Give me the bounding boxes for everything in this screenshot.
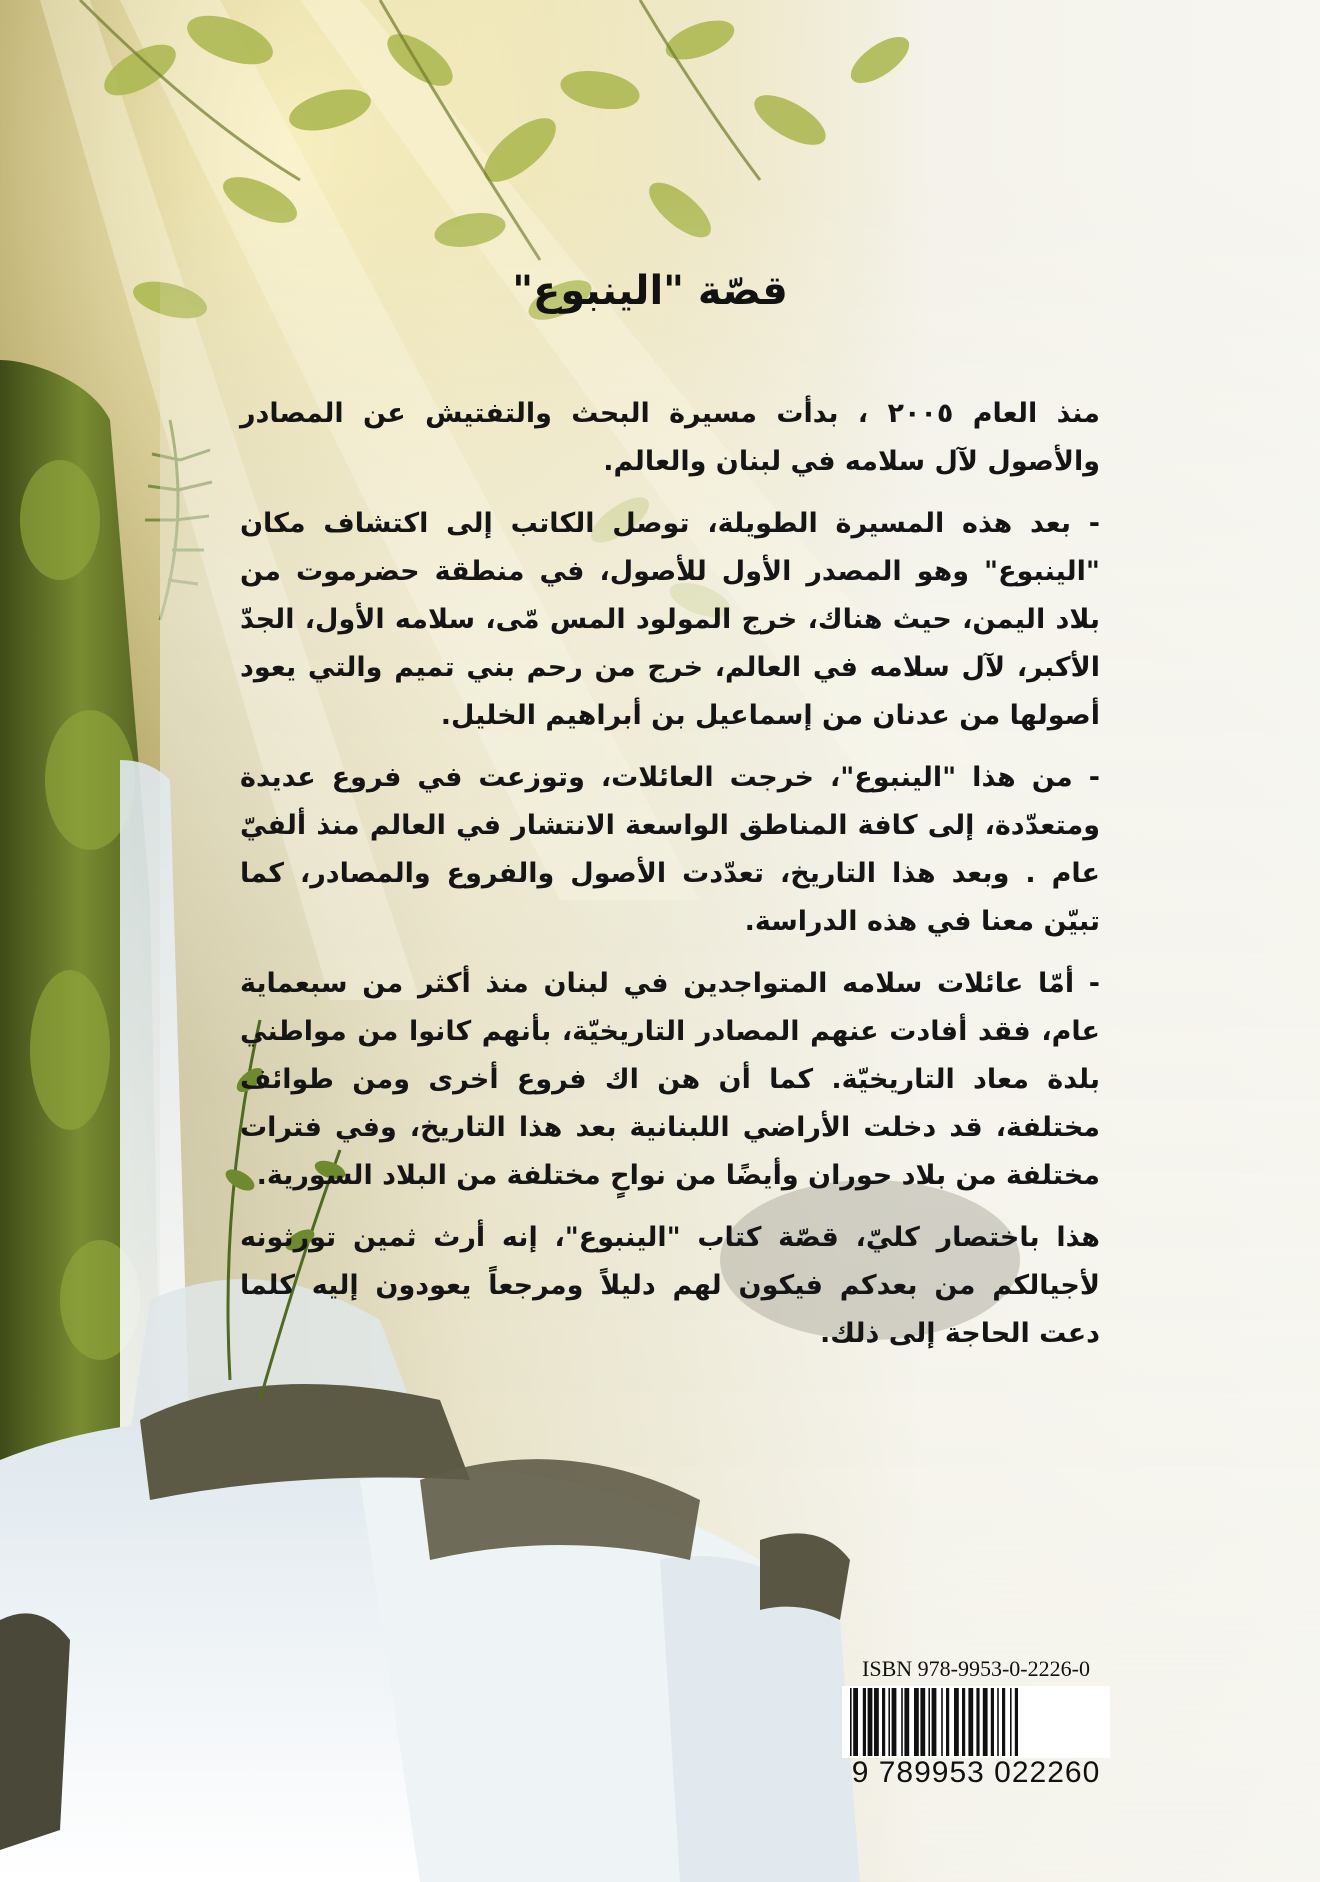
barcode-bar — [850, 1688, 852, 1756]
barcode-bar — [962, 1688, 965, 1756]
barcode-bar — [1010, 1688, 1012, 1756]
barcode-bar — [946, 1688, 949, 1756]
barcode-bars-icon — [842, 1686, 1110, 1758]
barcode-bar — [976, 1688, 979, 1756]
barcode-bar — [928, 1688, 930, 1756]
paragraph-4: - أمّا عائلات سلامه المتواجدين في لبنان منذ أكثر من سبعماية عام، فقد أفادت عنهم المصادر التاريخيّة، بأنهم كانوا من مواطني بلدة معاد التاريخيّة. كما أن هن اك فروع أخرى ومن طوائف مختلفة، قد دخلت الأراضي اللبنانية بعد هذا التاريخ، وفي فترات مختلفة من بلاد حوران وأيضًا من نواحٍ مختلفة من البلاد السورية. — [240, 968, 1100, 1191]
barcode-bar — [853, 1688, 858, 1756]
barcode-bar — [882, 1688, 885, 1756]
paragraph-5: هذا باختصار كليّ، قصّة كتاب "الينبوع"، إنه أرث ثمين تورثونه لأجيالكم من بعدكم فيكون لهم دليلاً ومرجعاً يعودون إليه كلما دعت الحاجة إلى ذلك. — [240, 1222, 1100, 1349]
book-title: قصّة "الينبوع" — [512, 268, 788, 314]
barcode-bar — [954, 1688, 959, 1756]
paragraph-1: منذ العام ٢٠٠٥ ، بدأت مسيرة البحث والتفتيش عن المصادر والأصول لآل سلامه في لبنان والعالم. — [240, 398, 1100, 477]
barcode-bar — [888, 1688, 890, 1756]
barcode-bar — [997, 1688, 999, 1756]
paragraph-3: - من هذا "الينبوع"، خرجت العائلات، وتوزعت في فروع عديدة ومتعدّدة، إلى كافة المناطق الواسعة الانتشار في العالم منذ ألفيّ عام . وبعد هذا التاريخ، تعدّدت الأصول والفروع والمصادر، كما تبيّن معنا في هذه الدراسة. — [240, 762, 1100, 937]
barcode-bar — [904, 1688, 909, 1756]
barcode-digits: 9 789953 022260 — [851, 1756, 1101, 1789]
barcode-bar — [991, 1688, 994, 1756]
barcode-bar — [941, 1688, 943, 1756]
barcode-bar — [968, 1688, 973, 1756]
barcode-bar — [901, 1688, 903, 1756]
barcode-bar — [932, 1688, 937, 1756]
barcode-bar — [1015, 1688, 1018, 1756]
barcode-bar — [868, 1688, 873, 1756]
barcode-bar — [914, 1688, 919, 1756]
barcode-bar — [983, 1688, 988, 1756]
isbn-barcode-block — [842, 1656, 1110, 1790]
isbn-number: ISBN 978-9953-0-2226-0 — [862, 1656, 1090, 1681]
barcode-bar — [920, 1688, 925, 1756]
paragraph-2: - بعد هذه المسيرة الطويلة، توصل الكاتب إلى اكتشاف مكان "الينبوع" وهو المصدر الأول للأصول، في منطقة حضرموت من بلاد اليمن، حيث هناك، خرج المولود المس مّى، سلامه الأول، الجدّ الأكبر، لآل سلامه في العالم، خرج من رحم بني تميم والتي يعود أصولها من عدنان من إسماعيل بن أبراهيم الخليل. — [240, 508, 1100, 731]
barcode-bar — [892, 1688, 897, 1756]
barcode-bar — [874, 1688, 879, 1756]
barcode-bar — [863, 1688, 866, 1756]
barcode-bar — [1002, 1688, 1005, 1756]
back-cover-text — [240, 390, 1100, 1364]
